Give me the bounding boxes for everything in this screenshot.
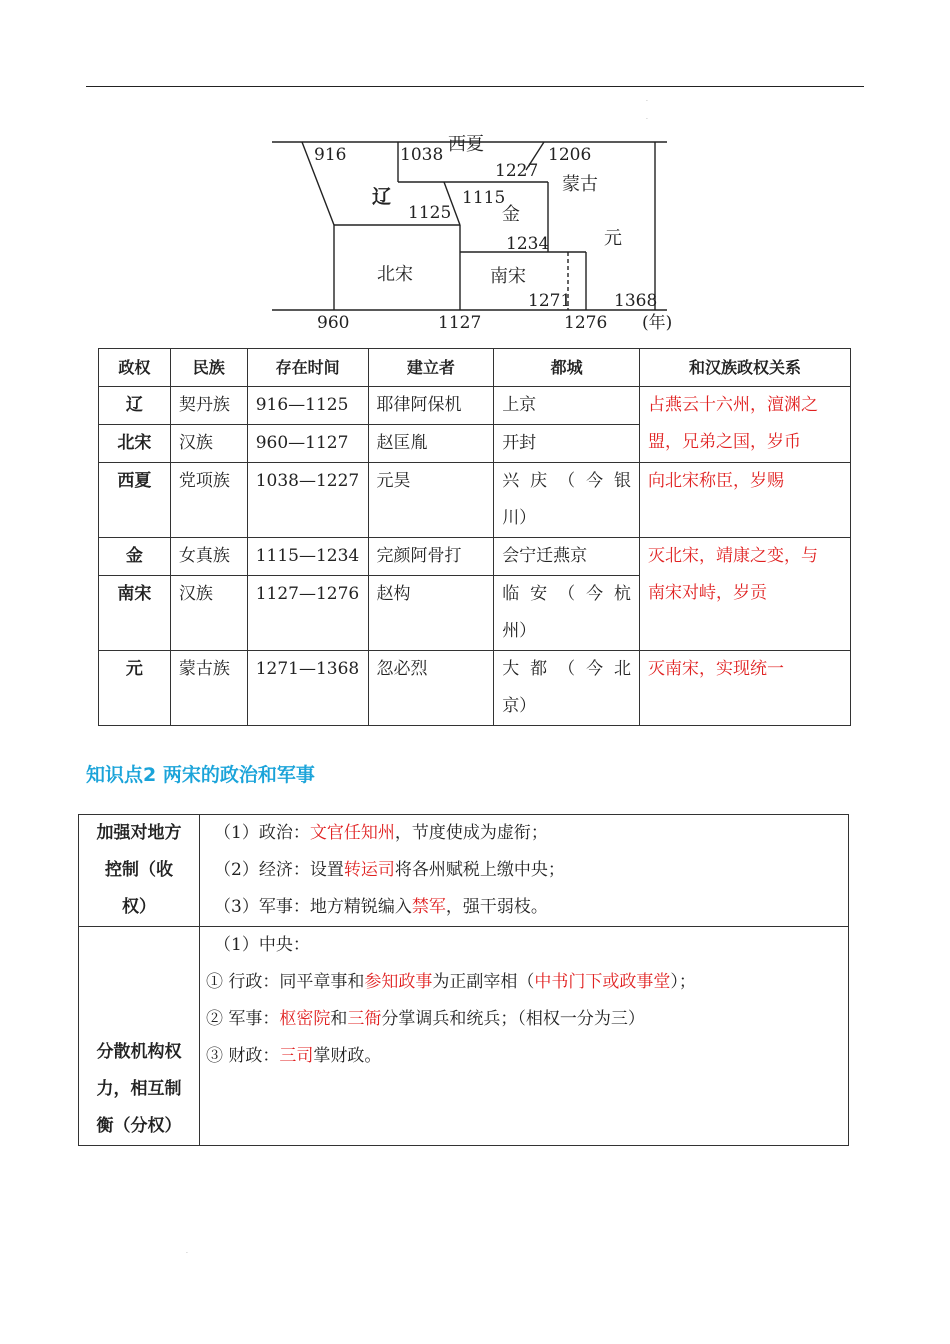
period-cell: 960—1127 xyxy=(247,425,368,463)
period-cell: 916—1125 xyxy=(247,387,368,425)
relation-cell: 灭南宋，实现统一 xyxy=(640,651,851,726)
table-row xyxy=(99,538,851,576)
key-term: 三衙 xyxy=(347,1009,382,1029)
text-span: 将各州赋税上缴中央； xyxy=(394,860,565,880)
regime-timeline-diagram xyxy=(262,130,682,336)
regime-label-jin: 金 xyxy=(502,204,520,225)
row-content xyxy=(200,815,849,927)
key-term: 枢密院 xyxy=(279,1009,331,1029)
relation-cell xyxy=(640,387,851,463)
regime-label-liao: 辽 xyxy=(372,186,392,208)
speck: · xyxy=(646,98,648,105)
content-line xyxy=(206,964,840,1001)
column-header: 存在时间 xyxy=(247,349,368,387)
label-line: 分散机构权 xyxy=(96,1042,182,1062)
capital-cell: 上京 xyxy=(494,387,640,425)
table-row xyxy=(99,651,851,726)
ethnic-cell: 蒙古族 xyxy=(170,651,247,726)
text-span: 分掌调兵和统兵；（相权一分为三） xyxy=(381,1009,645,1029)
content-line xyxy=(214,815,840,852)
capital-line: 州） xyxy=(502,621,537,641)
label-line: 加强对地方 xyxy=(96,823,182,843)
content-line xyxy=(206,1001,840,1038)
founder-cell: 忽必烈 xyxy=(368,651,494,726)
row-label xyxy=(79,815,200,927)
founder-cell: 完颜阿骨打 xyxy=(368,538,494,576)
politics-military-table xyxy=(78,814,849,1146)
text-span: ① 行政：同平章事和 xyxy=(206,972,365,992)
capital-cell xyxy=(494,651,640,726)
table-row xyxy=(99,387,851,425)
text-span: ）； xyxy=(670,972,696,992)
column-header: 和汉族政权关系 xyxy=(640,349,851,387)
table-row xyxy=(79,815,849,927)
regime-name: 金 xyxy=(99,538,171,576)
speck: · xyxy=(646,116,648,123)
content-line xyxy=(214,852,840,889)
period-cell: 1038—1227 xyxy=(247,463,368,538)
regime-name: 北宋 xyxy=(99,425,171,463)
capital-cell xyxy=(494,463,640,538)
label-line: 力，相互制 xyxy=(96,1079,182,1099)
regime-label-menggu: 蒙古 xyxy=(562,174,598,195)
text-span: ② 军事： xyxy=(206,1009,280,1029)
row-content xyxy=(200,927,849,1146)
ethnic-cell: 汉族 xyxy=(170,425,247,463)
key-term: 转运司 xyxy=(343,860,395,880)
column-header: 建立者 xyxy=(368,349,494,387)
column-header: 都城 xyxy=(494,349,640,387)
capital-line: 京） xyxy=(502,696,537,716)
label-line: 衡（分权） xyxy=(96,1116,182,1136)
date-label: 1125 xyxy=(408,203,452,223)
regime-label-beisong: 北宋 xyxy=(377,264,413,285)
text-span: ，节度使成为虚衔； xyxy=(394,823,548,843)
period-cell: 1127—1276 xyxy=(247,576,368,651)
text-span: 掌财政。 xyxy=(313,1046,382,1066)
row-label xyxy=(79,927,200,1146)
date-label: 1038 xyxy=(400,145,444,165)
table-row xyxy=(99,463,851,538)
date-label: 1271 xyxy=(528,291,572,311)
date-label: 1234 xyxy=(506,234,550,254)
ethnic-cell: 党项族 xyxy=(170,463,247,538)
regime-name: 南宋 xyxy=(99,576,171,651)
capital-line: 川） xyxy=(502,508,537,528)
text-span: ，强干弱枝。 xyxy=(445,897,548,917)
period-cell: 1115—1234 xyxy=(247,538,368,576)
founder-cell: 耶律阿保机 xyxy=(368,387,494,425)
relation-line: 灭北宋，靖康之变，与 xyxy=(648,546,819,566)
ethnic-cell: 汉族 xyxy=(170,576,247,651)
label-line: 控制（收 xyxy=(105,860,173,880)
column-header: 政权 xyxy=(99,349,171,387)
axis-label: 960 xyxy=(317,313,350,333)
date-label: 1227 xyxy=(495,161,539,181)
period-cell: 1271—1368 xyxy=(247,651,368,726)
ethnic-cell: 契丹族 xyxy=(170,387,247,425)
regime-name: 元 xyxy=(99,651,171,726)
label-line: 权） xyxy=(122,897,156,917)
regime-name: 西夏 xyxy=(99,463,171,538)
column-header: 民族 xyxy=(170,349,247,387)
content-line xyxy=(206,1038,840,1075)
capital-cell xyxy=(494,576,640,651)
regime-label-xixia: 西夏 xyxy=(448,134,484,155)
axis-label: (年) xyxy=(642,313,673,333)
founder-cell: 赵构 xyxy=(368,576,494,651)
relation-cell: 向北宋称臣，岁赐 xyxy=(640,463,851,538)
founder-cell: 赵匡胤 xyxy=(368,425,494,463)
capital-line: 大都（今北 xyxy=(502,659,632,679)
regime-label-yuan: 元 xyxy=(604,228,622,249)
axis-label: 1127 xyxy=(438,313,482,333)
table-row xyxy=(79,927,849,1146)
capital-line: 兴庆（今银 xyxy=(502,471,632,491)
key-term: 禁军 xyxy=(411,897,446,917)
table-header-row xyxy=(99,349,851,387)
text-span: （2）经济：设置 xyxy=(214,860,344,880)
key-term: 文官任知州 xyxy=(309,823,395,843)
relation-cell xyxy=(640,538,851,651)
regimes-table xyxy=(98,348,851,726)
speck: · xyxy=(186,1250,188,1257)
text-span: ③ 财政： xyxy=(206,1046,280,1066)
founder-cell: 元昊 xyxy=(368,463,494,538)
text-span: （3）军事：地方精锐编入 xyxy=(214,897,412,917)
date-label: 1206 xyxy=(548,145,592,165)
content-line xyxy=(214,889,840,926)
relation-line: 盟，兄弟之国，岁币 xyxy=(648,432,802,452)
date-label: 1115 xyxy=(462,188,506,208)
capital-cell: 会宁迁燕京 xyxy=(494,538,640,576)
text-span: 为正副宰相（ xyxy=(432,972,535,992)
relation-line: 占燕云十六州，澶渊之 xyxy=(648,395,819,415)
capital-cell: 开封 xyxy=(494,425,640,463)
relation-line: 南宋对峙，岁贡 xyxy=(648,583,768,603)
axis-label: 1276 xyxy=(564,313,608,333)
text-span: 和 xyxy=(330,1009,348,1029)
regime-name: 辽 xyxy=(99,387,171,425)
key-term: 参知政事 xyxy=(364,972,433,992)
section-title: 知识点2 两宋的政治和军事 xyxy=(86,764,315,786)
regime-label-nansong: 南宋 xyxy=(490,266,526,287)
date-label: 916 xyxy=(314,145,347,165)
content-line: （1）中央： xyxy=(214,935,310,955)
date-label: 1368 xyxy=(614,291,658,311)
text-span: （1）政治： xyxy=(214,823,310,843)
capital-line: 临安（今杭 xyxy=(502,584,632,604)
header-rule xyxy=(86,86,864,87)
key-term: 中书门下或政事堂 xyxy=(534,972,671,992)
key-term: 三司 xyxy=(279,1046,314,1066)
ethnic-cell: 女真族 xyxy=(170,538,247,576)
